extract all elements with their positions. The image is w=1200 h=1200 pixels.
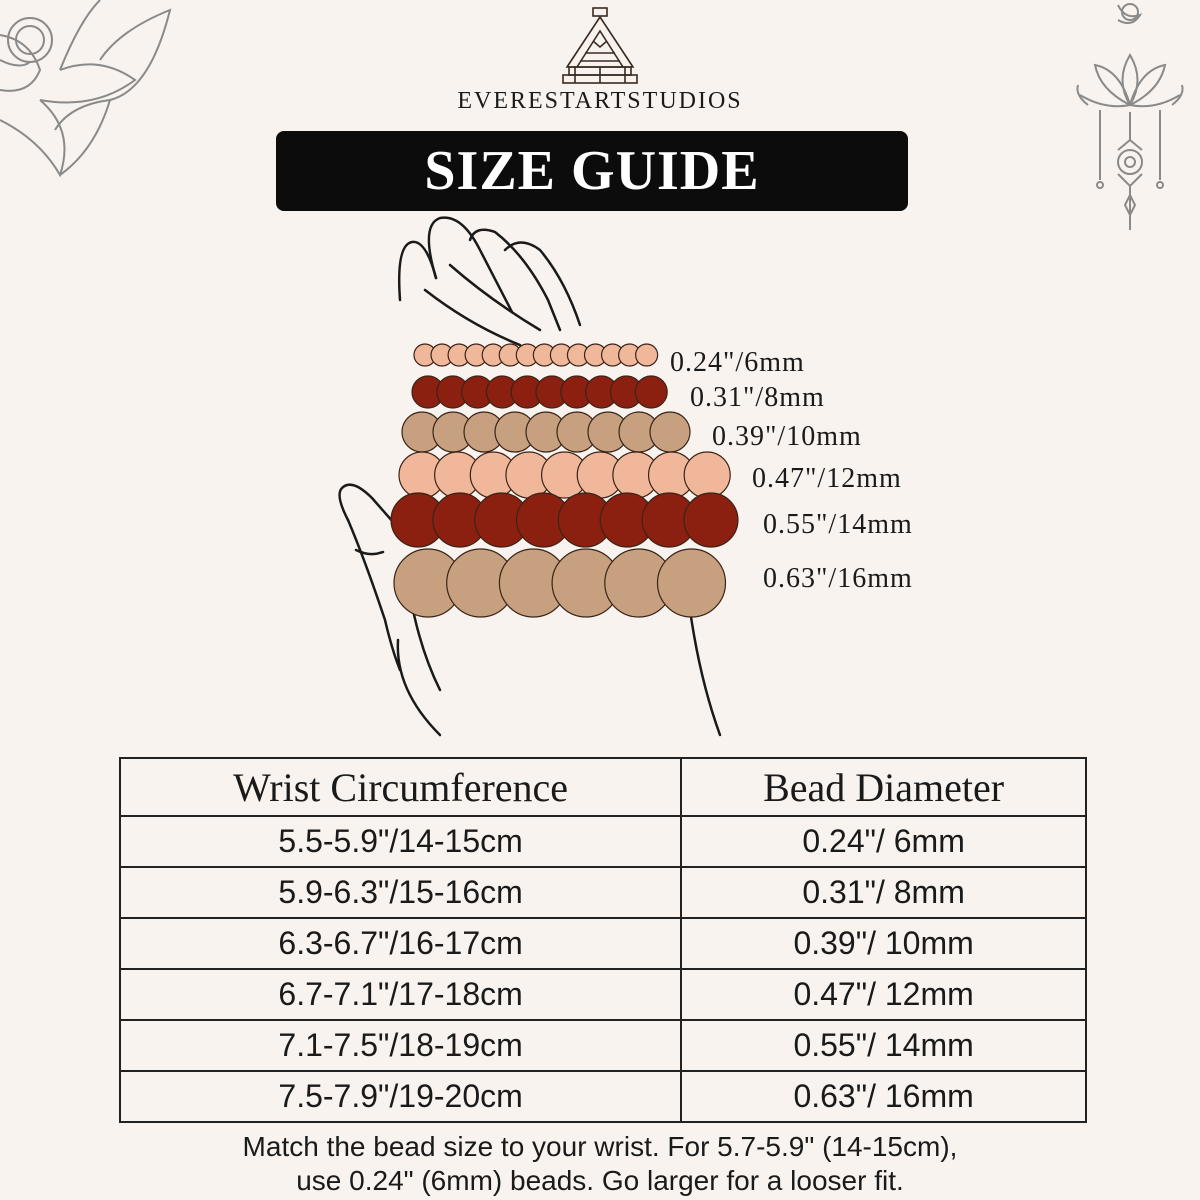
table-header-row: [120, 758, 1086, 816]
bracelet-1: [414, 344, 658, 366]
size-label-14mm: 0.55"/14mm: [763, 509, 913, 540]
wrist-cell: 6.3-6.7"/16-17cm: [120, 918, 681, 969]
page-title: SIZE GUIDE: [424, 140, 760, 202]
wrist-cell: 7.5-7.9"/19-20cm: [120, 1071, 681, 1122]
size-label-6mm: 0.24"/6mm: [670, 347, 805, 378]
bead: [658, 549, 726, 617]
wrist-cell: 5.9-6.3"/15-16cm: [120, 867, 681, 918]
bead: [684, 493, 738, 547]
size-table: [119, 757, 1087, 1123]
bead-cell: 0.63"/ 16mm: [681, 1071, 1086, 1122]
size-label-16mm: 0.63"/16mm: [763, 563, 913, 594]
bead-cell: 0.55"/ 14mm: [681, 1020, 1086, 1071]
header-bead-diameter: Bead Diameter: [681, 758, 1086, 816]
size-label-8mm: 0.31"/8mm: [690, 382, 825, 413]
footnote: [0, 1130, 1200, 1198]
size-label-10mm: 0.39"/10mm: [712, 421, 862, 452]
table-row: [120, 816, 1086, 867]
bead: [684, 452, 730, 498]
table-row: [120, 969, 1086, 1020]
bracelet-5: [391, 493, 738, 547]
bead: [635, 376, 667, 408]
bead: [650, 412, 690, 452]
bead: [636, 344, 658, 366]
wrist-cell: 7.1-7.5"/18-19cm: [120, 1020, 681, 1071]
bead-cell: 0.39"/ 10mm: [681, 918, 1086, 969]
table-row: [120, 867, 1086, 918]
bead-layer: [391, 344, 738, 617]
bead-cell: 0.47"/ 12mm: [681, 969, 1086, 1020]
wrist-cell: 5.5-5.9"/14-15cm: [120, 816, 681, 867]
wrist-cell: 6.7-7.1"/17-18cm: [120, 969, 681, 1020]
bracelet-6: [394, 549, 726, 617]
footnote-line-1: Match the bead size to your wrist. For 5.7-5.9" (14-15cm),: [242, 1131, 958, 1162]
bracelet-3: [402, 412, 690, 452]
bracelet-4: [399, 452, 730, 498]
table-row: [120, 918, 1086, 969]
footnote-line-2: use 0.24" (6mm) beads. Go larger for a looser fit.: [296, 1165, 904, 1196]
table-row: [120, 1071, 1086, 1122]
brand-name: EVERESTARTSTUDIOS: [457, 88, 743, 114]
bead-cell: 0.31"/ 8mm: [681, 867, 1086, 918]
bracelet-2: [412, 376, 667, 408]
bead-cell: 0.24"/ 6mm: [681, 816, 1086, 867]
header-wrist-circumference: Wrist Circumference: [120, 758, 681, 816]
table-row: [120, 1020, 1086, 1071]
size-label-12mm: 0.47"/12mm: [752, 463, 902, 494]
